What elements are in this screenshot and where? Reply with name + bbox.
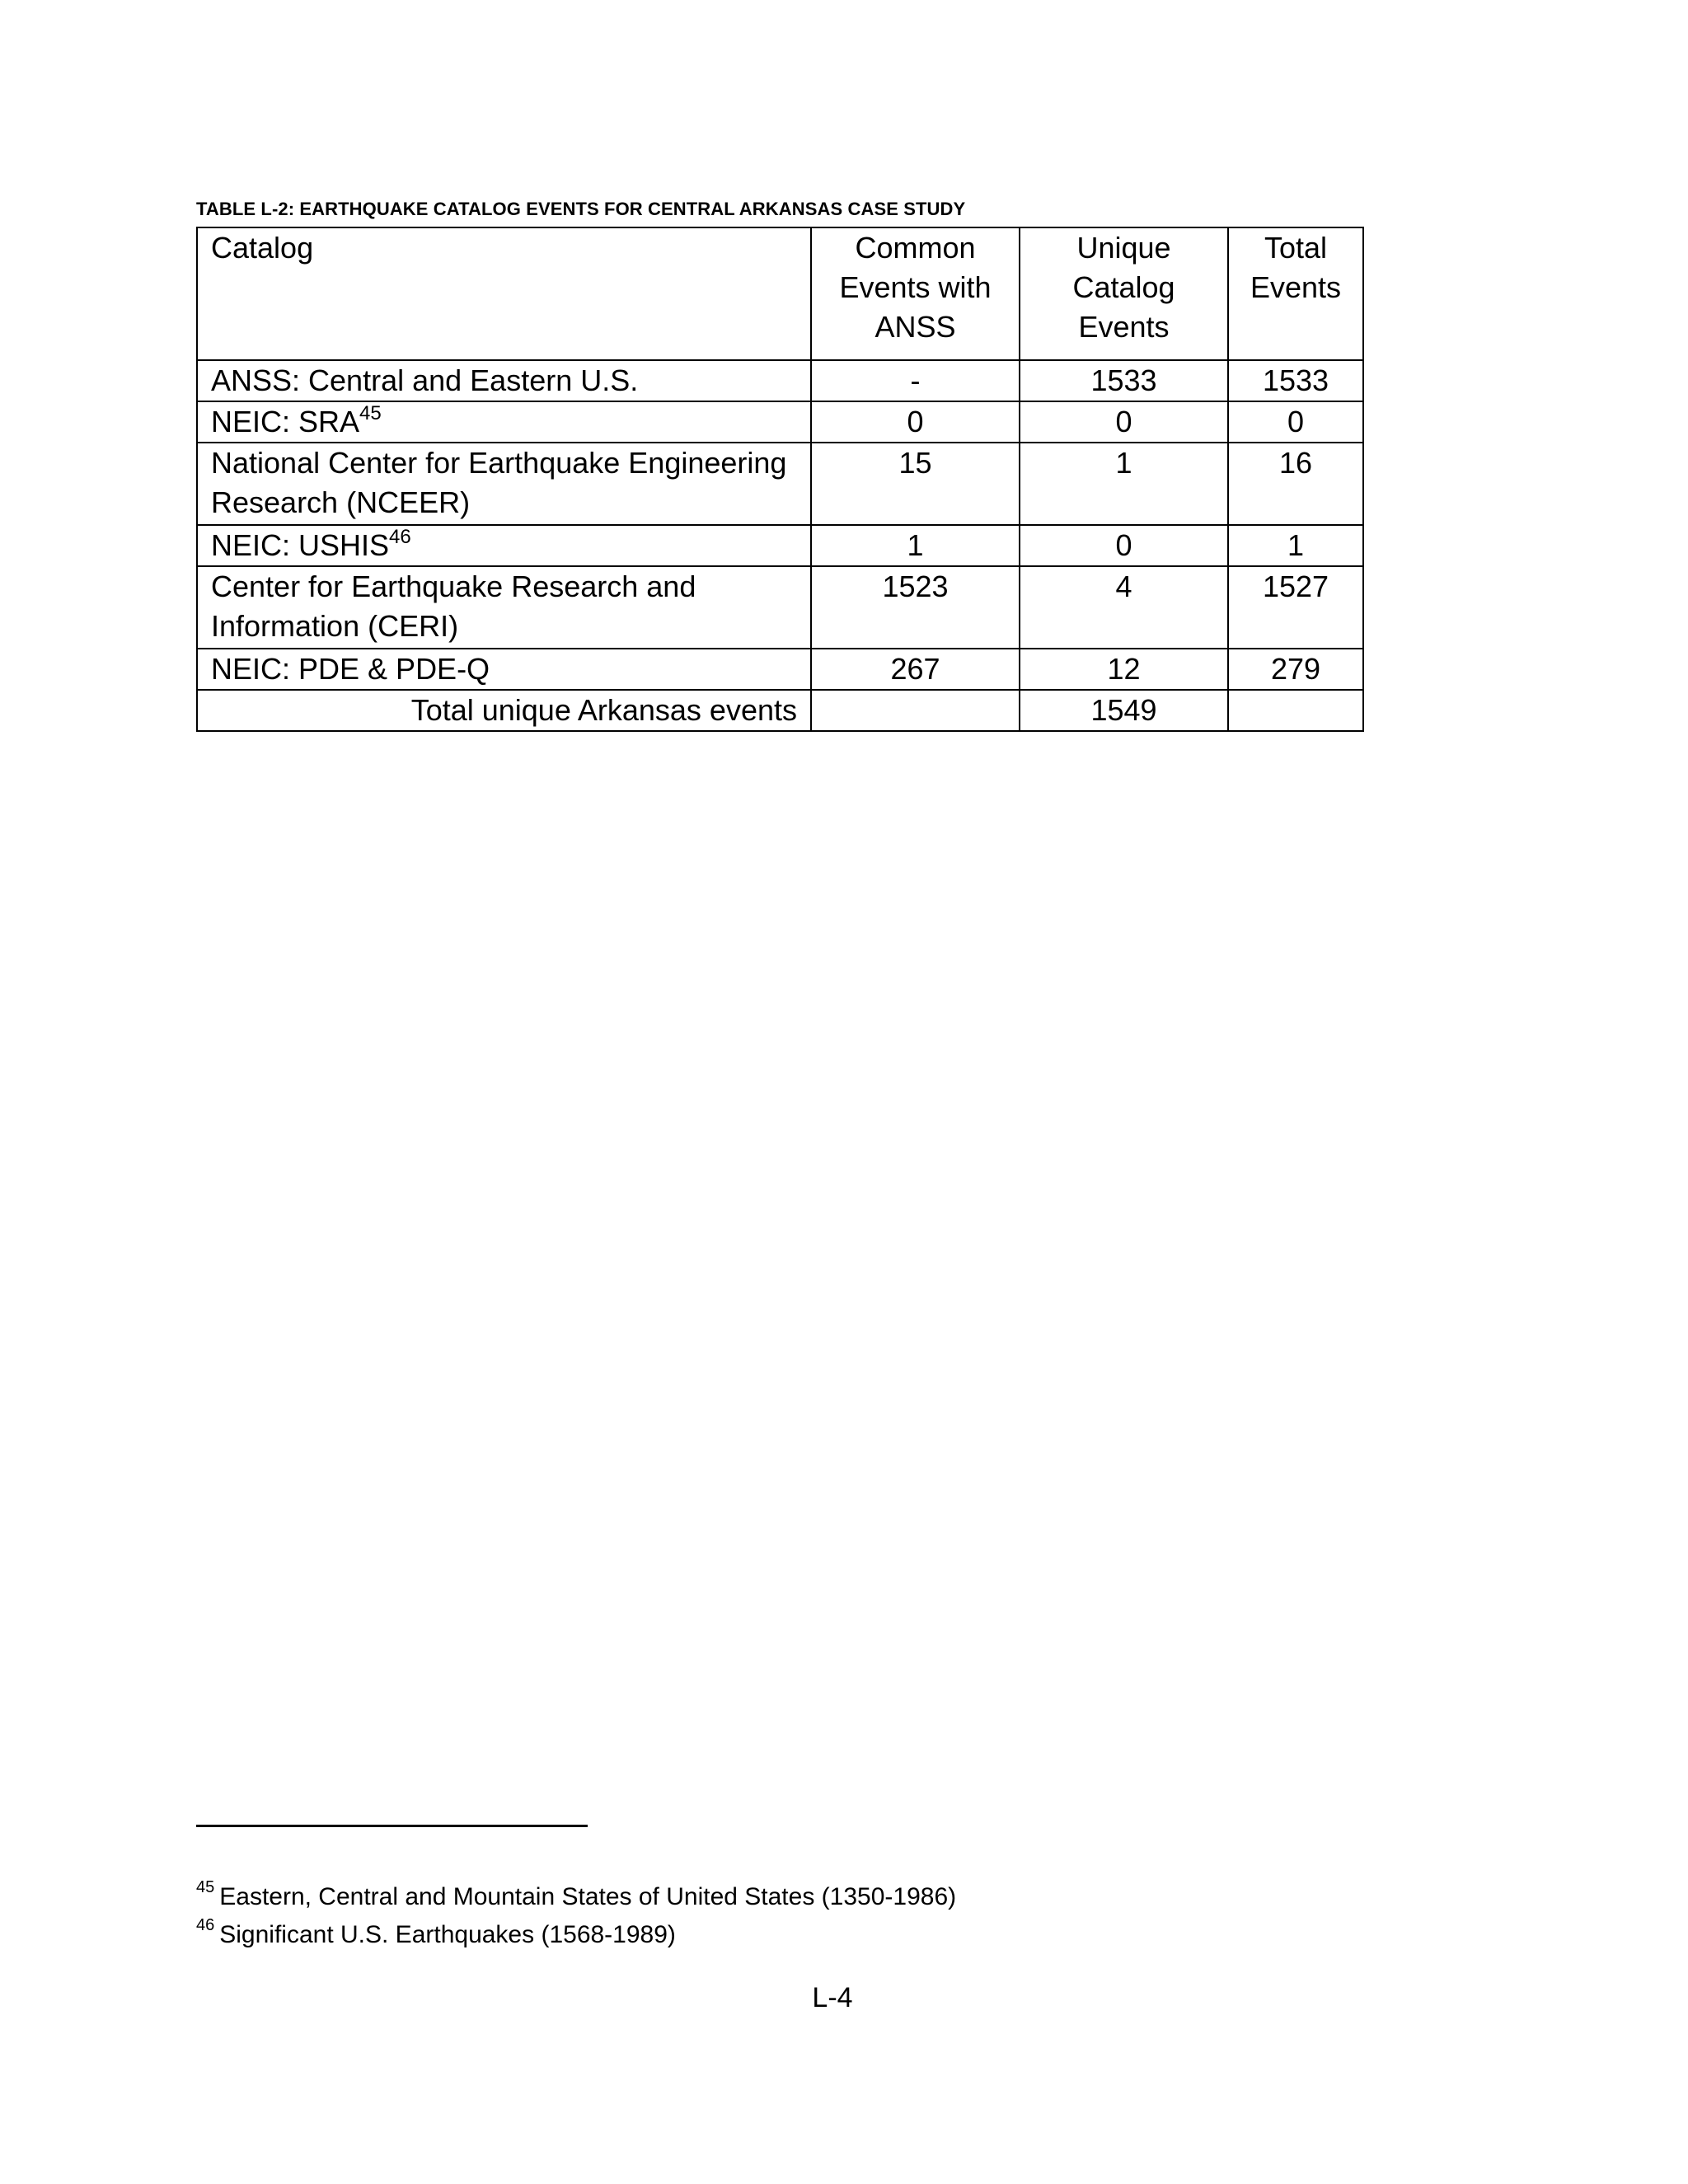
page-number: L-4	[812, 1982, 853, 2013]
common-events-cell: 1	[811, 525, 1020, 566]
catalog-name-cell	[197, 401, 811, 443]
header-total-events: Total Events	[1228, 227, 1363, 360]
total-unique-cell: 1549	[1020, 690, 1228, 731]
total-events-cell: 1533	[1228, 360, 1363, 401]
footnote-ref: 45	[359, 402, 382, 424]
unique-events-cell: 0	[1020, 525, 1228, 566]
catalog-name-cell	[197, 525, 811, 566]
catalog-name: ANSS: Central and Eastern U.S.	[211, 363, 639, 397]
total-events-cell: 279	[1228, 649, 1363, 690]
common-events-cell: 1523	[811, 566, 1020, 649]
footnote-ref: 46	[389, 526, 411, 548]
catalog-name: Center for Earthquake Research and Information (CERI)	[211, 569, 696, 643]
total-events-cell: 0	[1228, 401, 1363, 443]
footnote-45	[196, 1878, 957, 1914]
table-row	[197, 360, 1363, 401]
total-events-cell: 1527	[1228, 566, 1363, 649]
total-common-cell	[811, 690, 1020, 731]
unique-events-cell: 1533	[1020, 360, 1228, 401]
table-row	[197, 401, 1363, 443]
table-caption: TABLE L-2: EARTHQUAKE CATALOG EVENTS FOR CENTRAL ARKANSAS CASE STUDY	[196, 199, 966, 219]
catalog-name-cell	[197, 360, 811, 401]
catalog-name: NEIC: USHIS	[211, 528, 390, 562]
total-events-cell: 1	[1228, 525, 1363, 566]
catalog-name: NEIC: SRA	[211, 405, 360, 438]
table-row	[197, 525, 1363, 566]
header-common-events: Common Events with ANSS	[811, 227, 1020, 360]
earthquake-catalog-table	[196, 227, 1364, 732]
total-label-cell: Total unique Arkansas events	[197, 690, 811, 731]
catalog-name-cell	[197, 443, 811, 525]
header-unique-events: Unique Catalog Events	[1020, 227, 1228, 360]
common-events-cell: 267	[811, 649, 1020, 690]
total-total-cell	[1228, 690, 1363, 731]
table-header-row	[197, 227, 1363, 360]
table-row	[197, 566, 1363, 649]
footnote-number: 45	[196, 1878, 215, 1896]
footnote-46	[196, 1916, 676, 1952]
table-row	[197, 649, 1363, 690]
catalog-name-cell	[197, 566, 811, 649]
common-events-cell: -	[811, 360, 1020, 401]
footnote-number: 46	[196, 1916, 215, 1934]
footnote-separator	[196, 1825, 588, 1827]
table-total-row	[197, 690, 1363, 731]
catalog-name: National Center for Earthquake Engineering Research (NCEER)	[211, 446, 787, 519]
unique-events-cell: 12	[1020, 649, 1228, 690]
footnote-text: Significant U.S. Earthquakes (1568-1989)	[219, 1921, 676, 1948]
total-events-cell: 16	[1228, 443, 1363, 525]
common-events-cell: 15	[811, 443, 1020, 525]
unique-events-cell: 1	[1020, 443, 1228, 525]
catalog-name-cell	[197, 649, 811, 690]
unique-events-cell: 0	[1020, 401, 1228, 443]
unique-events-cell: 4	[1020, 566, 1228, 649]
common-events-cell: 0	[811, 401, 1020, 443]
table-row	[197, 443, 1363, 525]
footnote-text: Eastern, Central and Mountain States of United States (1350-1986)	[219, 1883, 957, 1910]
header-catalog: Catalog	[197, 227, 811, 360]
catalog-name: NEIC: PDE & PDE-Q	[211, 652, 490, 686]
